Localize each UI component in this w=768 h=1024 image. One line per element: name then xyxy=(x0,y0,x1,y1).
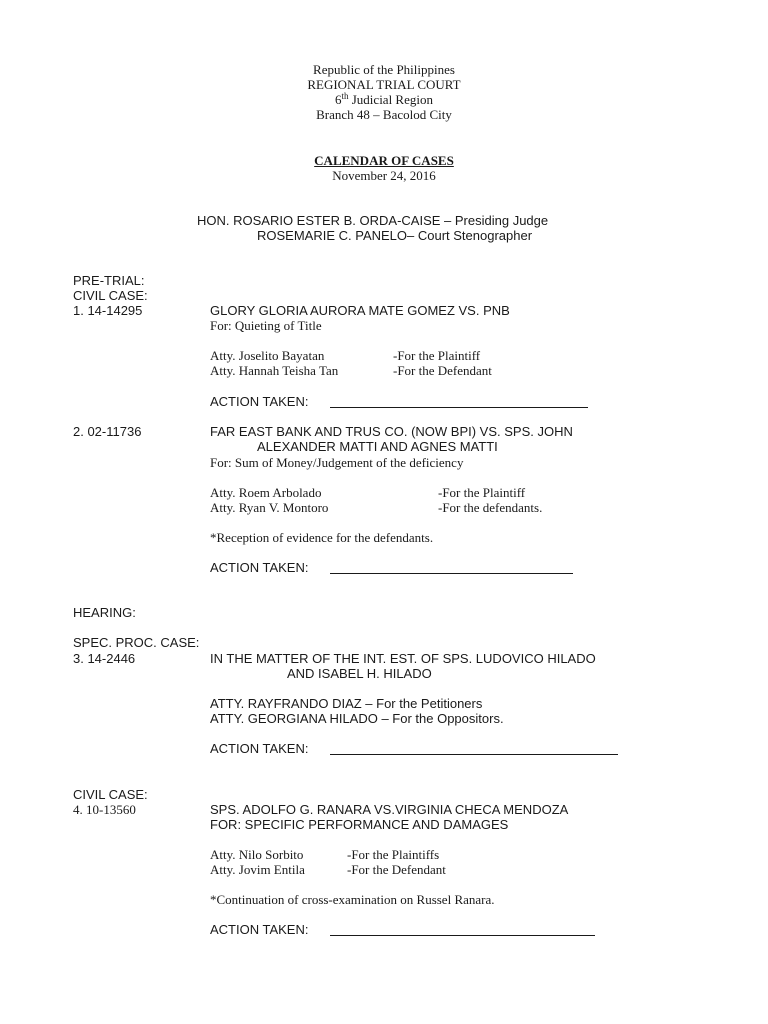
case-title: IN THE MATTER OF THE INT. EST. OF SPS. LUDOVICO HILADO xyxy=(210,651,596,666)
region-ordinal: th xyxy=(341,91,349,101)
header-republic: Republic of the Philippines xyxy=(313,62,455,77)
header-branch: Branch 48 – Bacolod City xyxy=(316,107,452,122)
action-taken-label: ACTION TAKEN: xyxy=(210,394,309,409)
counsel-line: ATTY. RAYFRANDO DIAZ – For the Petitioners xyxy=(210,696,483,711)
case-subject: For: Quieting of Title xyxy=(210,318,322,333)
case-number: 2. 02-11736 xyxy=(73,424,142,439)
counsel-line: ATTY. GEORGIANA HILADO – For the Oppositors. xyxy=(210,711,504,726)
section-civil-case: CIVIL CASE: xyxy=(73,288,148,303)
counsel-role: -For the Defendant xyxy=(347,862,446,877)
case-number: 3. 14-2446 xyxy=(73,651,136,666)
action-taken-blank xyxy=(330,754,618,755)
section-spec-proc-case: SPEC. PROC. CASE: xyxy=(73,635,200,650)
section-pretrial: PRE-TRIAL: xyxy=(73,273,145,288)
counsel-name: Atty. Jovim Entila xyxy=(210,862,305,877)
header-region xyxy=(0,92,768,107)
action-taken-blank xyxy=(330,935,595,936)
section-hearing: HEARING: xyxy=(73,605,136,620)
case-title-continued: AND ISABEL H. HILADO xyxy=(287,666,432,681)
calendar-title: CALENDAR OF CASES xyxy=(314,153,454,168)
action-taken-blank xyxy=(330,407,588,408)
action-taken-label: ACTION TAKEN: xyxy=(210,560,309,575)
action-taken-label: ACTION TAKEN: xyxy=(210,741,309,756)
counsel-role: -For the Defendant xyxy=(393,363,492,378)
region-number: 6 xyxy=(334,92,342,107)
case-subject: FOR: SPECIFIC PERFORMANCE AND DAMAGES xyxy=(210,817,509,832)
section-civil-case: CIVIL CASE: xyxy=(73,787,148,802)
presiding-judge: HON. ROSARIO ESTER B. ORDA-CAISE – Presiding Judge xyxy=(197,213,549,228)
case-number: 1. 14-14295 xyxy=(73,303,143,318)
court-stenographer: ROSEMARIE C. PANELO– Court Stenographer xyxy=(257,228,533,243)
counsel-name: Atty. Hannah Teisha Tan xyxy=(210,363,339,378)
case-title-continued: ALEXANDER MATTI AND AGNES MATTI xyxy=(257,439,498,454)
counsel-role: -For the Plaintiff xyxy=(393,348,481,363)
counsel-name: Atty. Ryan V. Montoro xyxy=(210,500,329,515)
counsel-role: -For the Plaintiffs xyxy=(347,847,440,862)
case-title: SPS. ADOLFO G. RANARA VS.VIRGINIA CHECA MENDOZA xyxy=(210,802,569,817)
case-title: FAR EAST BANK AND TRUS CO. (NOW BPI) VS. SPS. JOHN xyxy=(210,424,573,439)
counsel-name: Atty. Nilo Sorbito xyxy=(210,847,304,862)
action-taken-label: ACTION TAKEN: xyxy=(210,922,309,937)
region-label: Judicial Region xyxy=(348,92,433,107)
counsel-role: -For the defendants. xyxy=(438,500,543,515)
action-taken-blank xyxy=(330,573,573,574)
case-title: GLORY GLORIA AURORA MATE GOMEZ VS. PNB xyxy=(210,303,510,318)
counsel-role: -For the Plaintiff xyxy=(438,485,526,500)
counsel-name: Atty. Roem Arbolado xyxy=(210,485,322,500)
case-number: 4. 10-13560 xyxy=(73,802,136,817)
calendar-date: November 24, 2016 xyxy=(332,168,436,183)
counsel-name: Atty. Joselito Bayatan xyxy=(210,348,325,363)
case-note: *Continuation of cross-examination on Russel Ranara. xyxy=(210,892,495,907)
header-court: REGIONAL TRIAL COURT xyxy=(307,77,461,92)
case-note: *Reception of evidence for the defendants. xyxy=(210,530,434,545)
case-subject: For: Sum of Money/Judgement of the deficiency xyxy=(210,455,464,470)
